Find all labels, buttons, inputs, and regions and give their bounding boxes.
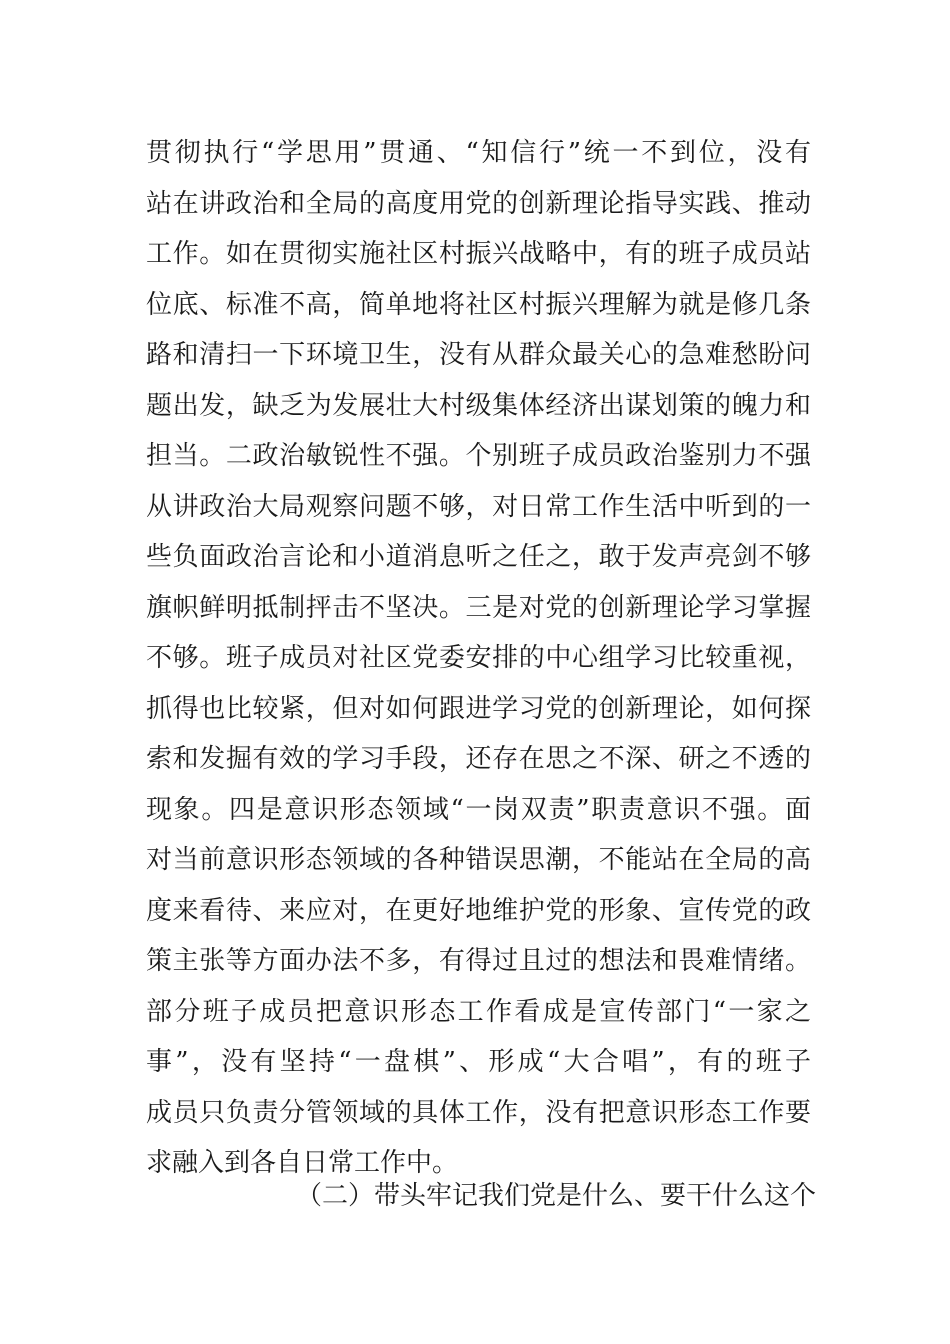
text-line: 工作。如在贯彻实施社区村振兴战略中，有的班子成员站	[146, 239, 811, 269]
text-line: 站在讲政治和全局的高度用党的创新理论指导实践、推动	[146, 188, 811, 219]
body-paragraph	[146, 128, 811, 1189]
text-line: 度来看待、来应对，在更好地维护党的形象、宣传党的政	[146, 895, 811, 926]
text-line: 索和发掘有效的学习手段，还存在思之不深、研之不透的	[146, 744, 811, 774]
text-line: 事”，没有坚持“一盘棋”、形成“大合唱”，有的班子	[146, 1047, 811, 1077]
text-line: 路和清扫一下环境卫生，没有从群众最关心的急难愁盼问	[146, 340, 811, 370]
text-line: 抓得也比较紧，但对如何跟进学习党的创新理论，如何探	[146, 693, 811, 724]
text-line: 从讲政治大局观察问题不够，对日常工作生活中听到的一	[146, 491, 811, 522]
text-line: 贯彻执行“学思用”贯通、“知信行”统一不到位，没有	[146, 138, 811, 168]
text-line: 旗帜鲜明抵制抨击不坚决。三是对党的创新理论学习掌握	[146, 592, 811, 623]
text-line: 不够。班子成员对社区党委安排的中心组学习比较重视，	[146, 643, 811, 673]
text-line: 求融入到各自日常工作中。	[146, 1148, 459, 1178]
text-line: 对当前意识形态领域的各种错误思潮，不能站在全局的高	[146, 845, 811, 875]
section-heading: （二）带头牢记我们党是什么、要干什么这个	[296, 1181, 817, 1211]
text-line: 担当。二政治敏锐性不强。个别班子成员政治鉴别力不强	[146, 441, 811, 471]
text-line: 些负面政治言论和小道消息听之任之，敢于发声亮剑不够	[146, 542, 811, 572]
text-line: 位底、标准不高，简单地将社区村振兴理解为就是修几条	[146, 289, 811, 320]
text-line: 题出发，缺乏为发展壮大村级集体经济出谋划策的魄力和	[146, 390, 811, 421]
text-line: 现象。四是意识形态领域“一岗双责”职责意识不强。面	[146, 794, 811, 825]
text-line: 部分班子成员把意识形态工作看成是宣传部门“一家之	[146, 996, 811, 1027]
text-line: 成员只负责分管领域的具体工作，没有把意识形态工作要	[146, 1097, 811, 1128]
text-line: 策主张等方面办法不多，有得过且过的想法和畏难情绪。	[146, 946, 811, 976]
